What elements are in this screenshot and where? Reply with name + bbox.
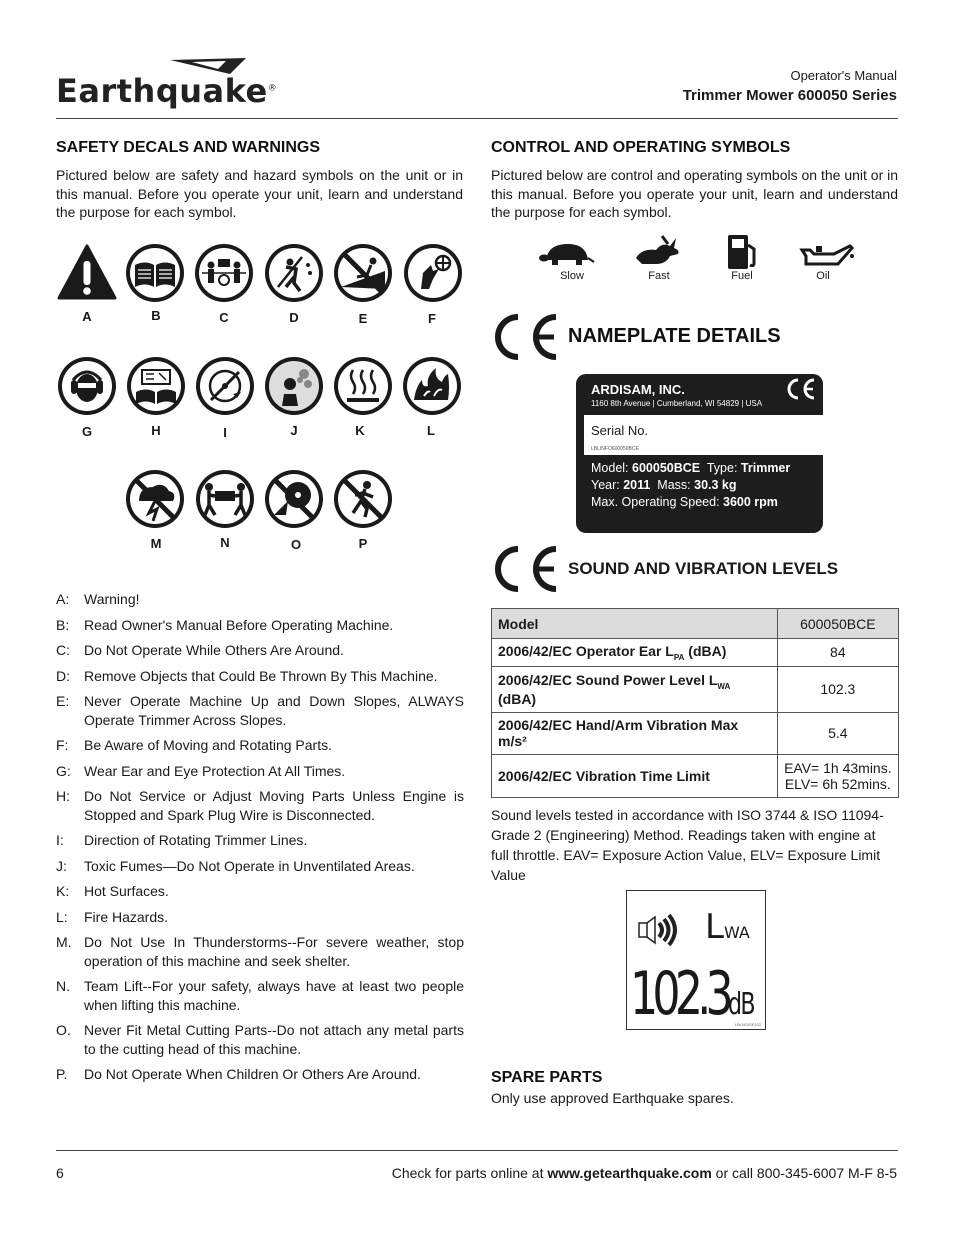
safety-intro: Pictured below are safety and hazard symbols on the unit or in this manual. Before you operate your unit, learn and understand the purpose for each symbol.	[56, 167, 463, 220]
list-item: L: Fire Hazards.	[56, 908, 169, 925]
list-item: M. Do Not Use In Thunderstorms--For severe weather, stop operation of this machine and seek shelter.	[56, 934, 464, 969]
list-item: O. Never Fit Metal Cutting Parts--Do not attach any metal parts to the cutting head of this machine.	[56, 1022, 464, 1057]
list-item: J: Toxic Fumes—Do Not Operate in Unventilated Areas.	[56, 857, 415, 874]
sound-note: Sound levels tested in accordance with ISO 3744 & ISO 11094-Grade 2 (Engineering) Method. Readings taken with engine at full throttle. EAV= Exposure Action Value, ELV= Exposure Limit Value	[491, 807, 884, 883]
parts-link[interactable]: www.getearthquake.com	[547, 1165, 712, 1181]
fire-icon	[402, 356, 462, 416]
spark-plug-icon	[126, 356, 186, 416]
symbol-label: B	[151, 308, 161, 323]
list-item: A: Warning!	[56, 591, 140, 607]
read-manual-icon	[125, 243, 185, 303]
control-label: Fuel	[731, 270, 753, 282]
hot-surface-icon	[333, 356, 393, 416]
thrown-objects-icon	[264, 243, 324, 303]
symbol-label: M	[150, 536, 162, 551]
table-row: 2006/42/EC Sound Power Level $L_{WA}$ (dBA) 102.3	[492, 666, 899, 712]
sound-title: SOUND AND VIBRATION LEVELS	[568, 559, 839, 578]
moving-parts-icon	[403, 243, 463, 303]
symbol-label: I	[223, 425, 227, 440]
symbol-label: F	[428, 311, 436, 326]
safety-list	[56, 590, 464, 1091]
control-title: CONTROL AND OPERATING SYMBOLS	[491, 139, 791, 156]
toxic-fumes-icon	[264, 356, 324, 416]
nameplate-title: NAMEPLATE DETAILS	[568, 325, 781, 347]
list-item: K: Hot Surfaces.	[56, 883, 169, 899]
ce-mark-icon	[490, 545, 560, 593]
control-label: Slow	[560, 270, 584, 282]
list-item: F: Be Aware of Moving and Rotating Parts.	[56, 737, 332, 753]
speaker-icon	[637, 913, 685, 949]
list-item: E: Never Operate Machine Up and Down Slopes, ALWAYS Operate Trimmer Across Slopes.	[56, 693, 464, 728]
symbol-label: D	[289, 310, 299, 325]
rabbit-icon	[632, 234, 682, 270]
list-item: H: Do Not Service or Adjust Moving Parts Unless Engine is Stopped and Spark Plug Wire is Disconnected.	[56, 788, 464, 823]
symbol-label: P	[358, 536, 368, 551]
symbol-label: O	[290, 537, 302, 552]
safety-title: SAFETY DECALS AND WARNINGS	[56, 139, 321, 156]
no-metal-blades-icon	[264, 469, 324, 529]
ear-eye-protection-icon	[57, 356, 117, 416]
symbol-label: E	[358, 311, 368, 326]
nameplate-decal-code: LBLINFO600050BCE	[591, 446, 639, 452]
footer-rule	[56, 1150, 898, 1151]
slope-icon	[333, 243, 393, 303]
noise-decal: LWA 102.3dB LBLNOISE102	[626, 890, 766, 1030]
oil-can-icon	[796, 240, 856, 270]
sound-table	[491, 608, 899, 798]
doc-type: Operator's Manual	[790, 68, 897, 83]
others-around-icon	[194, 243, 254, 303]
list-item: D: Remove Objects that Could Be Thrown By This Machine.	[56, 667, 438, 684]
header-rule	[56, 118, 898, 119]
list-item: P. Do Not Operate When Children Or Others Are Around.	[56, 1066, 421, 1082]
symbol-label: C	[219, 310, 229, 325]
fuel-pump-icon	[726, 233, 760, 271]
symbol-label: H	[151, 423, 161, 438]
table-row: 2006/42/EC Hand/Arm Vibration Max m/s² 5.4	[492, 712, 899, 754]
brand-logo: Earthquake®	[56, 72, 278, 110]
symbol-label: N	[220, 535, 230, 550]
symbol-label: G	[81, 424, 93, 439]
series-title: Trimmer Mower 600050 Series	[682, 87, 897, 104]
control-intro: Pictured below are control and operating symbols on the unit or in this manual. Before you operate your unit, learn and understand the purpose for each symbol.	[491, 167, 899, 220]
ce-mark-icon	[490, 313, 560, 361]
header-info	[683, 68, 897, 104]
team-lift-icon	[195, 469, 255, 529]
warning-triangle-icon	[57, 243, 117, 303]
list-item: G: Wear Ear and Eye Protection At All Times.	[56, 762, 346, 779]
nameplate-details: Model: 600050BCE Type: Trimmer Year: 2011 Mass: 30.3 kg Max. Operating Speed: 3600 rpm	[591, 461, 791, 509]
spare-title: SPARE PARTS	[491, 1069, 603, 1086]
list-item: I: Direction of Rotating Trimmer Lines.	[56, 832, 308, 848]
control-label: Oil	[816, 270, 830, 282]
table-row: 2006/42/EC Vibration Time Limit EAV= 1h 43mins. ELV= 6h 52mins.	[492, 754, 899, 797]
rotation-direction-icon	[195, 356, 255, 416]
serial-label: Serial No.	[591, 423, 649, 438]
thunderstorm-icon	[125, 469, 185, 529]
list-item: N. Team Lift--For your safety, always have at least two people when lifting this machine.	[56, 978, 464, 1013]
no-children-icon	[333, 469, 393, 529]
spare-text: Only use approved Earthquake spares.	[491, 1090, 734, 1106]
symbol-label: L	[427, 423, 435, 438]
symbol-label: J	[290, 423, 298, 438]
list-item: C: Do Not Operate While Others Are Around.	[56, 642, 344, 658]
ce-mark-small-icon	[786, 378, 816, 400]
footer-text: Check for parts online at www.getearthquake.com or call 800-345-6007 M-F 8-5	[391, 1165, 897, 1181]
turtle-icon	[538, 240, 596, 270]
symbol-label: K	[355, 423, 365, 438]
table-row: Model 600050BCE	[492, 609, 899, 639]
table-row: 2006/42/EC Operator Ear $L_{PA}$ (dBA) 84	[492, 639, 899, 667]
page-number: 6	[56, 1165, 64, 1181]
nameplate-company: ARDISAM, INC.	[591, 382, 685, 397]
control-label: Fast	[648, 270, 670, 282]
symbol-label: A	[82, 309, 92, 324]
list-item: B: Read Owner's Manual Before Operating Machine.	[56, 616, 394, 633]
nameplate-address: 1160 8th Avenue | Cumberland, WI 54829 | USA	[591, 399, 763, 408]
